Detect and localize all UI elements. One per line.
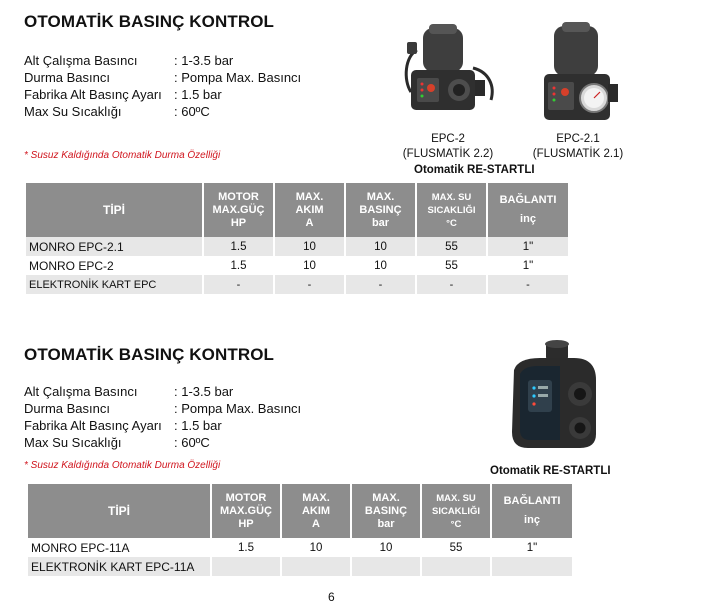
cell-hp: 1.5 — [204, 237, 273, 256]
header-line: MAX.GÜÇ — [220, 504, 272, 517]
spec-label: Alt Çalışma Basıncı — [24, 53, 138, 68]
header-line: SICAKLIĞI — [427, 204, 476, 216]
header-line: °C — [446, 217, 457, 229]
cell-a: 10 — [309, 541, 323, 554]
section2-note: * Susuz Kaldığında Otomatik Durma Özelliği — [24, 460, 221, 471]
spec-label: Fabrika Alt Basınç Ayarı — [24, 418, 162, 433]
header-tipi: TİPİ — [26, 183, 202, 237]
header-basinc — [352, 484, 420, 538]
spec-value: : 1-3.5 bar — [174, 53, 234, 68]
spec-value: : 1-3.5 bar — [174, 384, 234, 399]
header-line: HP — [230, 216, 247, 229]
header-akim — [275, 183, 344, 237]
cell-name: ELEKTRONİK KART EPC-11A — [28, 557, 210, 576]
spec-row — [24, 52, 301, 69]
section1-spec-table — [24, 183, 570, 294]
cell-hp: 1.5 — [230, 259, 247, 272]
spec-value: : Pompa Max. Basıncı — [174, 70, 302, 85]
table-row — [26, 237, 568, 256]
section1-note: * Susuz Kaldığında Otomatik Durma Özelliği — [24, 150, 221, 161]
spec-row — [24, 434, 301, 451]
section2-spec-table — [26, 484, 574, 576]
cell-name: MONRO EPC-2.1 — [26, 237, 202, 256]
cell-name: MONRO EPC-11A — [31, 540, 130, 555]
page-number: 6 — [328, 590, 335, 604]
section2-title: OTOMATİK BASINÇ KONTROL — [24, 345, 275, 364]
table-row — [28, 557, 572, 576]
epc2-caption — [392, 132, 504, 162]
header-tipi: TİPİ — [28, 484, 210, 538]
header-sicaklik — [422, 484, 490, 538]
header-line: A — [305, 216, 314, 229]
spec-value: : Pompa Max. Basıncı — [174, 401, 302, 416]
spec-row — [24, 383, 301, 400]
cell-c: 55 — [417, 237, 486, 256]
header-sicaklik — [417, 183, 486, 237]
cell-inc — [492, 557, 572, 576]
spec-row — [24, 103, 301, 120]
header-line: °C — [450, 518, 462, 530]
header-line: MOTOR — [225, 491, 267, 504]
header-line: AKIM — [301, 504, 331, 517]
epc2-model: EPC-2 — [431, 133, 465, 145]
cell-hp: - — [204, 275, 273, 294]
spec-value: : 60ºC — [174, 104, 210, 119]
header-line: A — [312, 517, 320, 530]
spec-value: : 1.5 bar — [174, 87, 222, 102]
spec-label: Durma Basıncı — [24, 401, 110, 416]
cell-inc: 1" — [526, 541, 538, 554]
cell-bar: 10 — [374, 259, 387, 272]
header-line: MAX. — [366, 190, 395, 203]
cell-bar: 10 — [379, 541, 393, 554]
cell-bar — [352, 557, 420, 576]
section1-restart-label: Otomatik RE-STARTLI — [414, 164, 535, 176]
header-basinc — [346, 183, 415, 237]
spec-value: : 1.5 bar — [174, 418, 222, 433]
header-motor — [212, 484, 280, 538]
epc21-product-image — [540, 20, 622, 128]
table-row — [26, 275, 568, 294]
spec-row — [24, 400, 301, 417]
cell-a: 10 — [275, 237, 344, 256]
header-line: MOTOR — [218, 190, 259, 203]
cell-inc: - — [488, 275, 568, 294]
epc11a-product-image — [500, 336, 606, 458]
table-row — [28, 538, 572, 557]
cell-c: 55 — [445, 259, 458, 272]
header-line: MAX.GÜÇ — [212, 203, 265, 216]
spec-row — [24, 86, 301, 103]
section1-title: OTOMATİK BASINÇ KONTROL — [24, 12, 275, 31]
header-line: BAĞLANTI — [503, 495, 561, 507]
cell-c: 55 — [449, 541, 463, 554]
cell-hp — [212, 557, 280, 576]
table-header-row — [26, 183, 568, 237]
cell-inc: 1" — [522, 259, 534, 272]
header-line: MAX. SU — [431, 191, 472, 203]
header-line: BASINÇ — [364, 504, 408, 517]
section2-restart-label: Otomatik RE-STARTLI — [490, 465, 611, 477]
epc2-product-image — [395, 20, 505, 128]
cell-name: MONRO EPC-2 — [29, 258, 114, 273]
header-akim — [282, 484, 350, 538]
cell-bar: 10 — [346, 237, 415, 256]
header-line: MAX. — [302, 491, 330, 504]
spec-label: Max Su Sıcaklığı — [24, 104, 122, 119]
cell-c — [422, 557, 490, 576]
header-baglanti — [492, 484, 572, 538]
header-line: AKIM — [295, 203, 324, 216]
spec-label: Durma Basıncı — [24, 70, 110, 85]
header-line: BAĞLANTI — [499, 194, 557, 206]
spec-value: : 60ºC — [174, 435, 210, 450]
cell-inc: 1" — [488, 237, 568, 256]
epc2-sub: (FLUSMATİK 2.2) — [402, 148, 494, 160]
spec-label: Alt Çalışma Basıncı — [24, 384, 138, 399]
header-motor — [204, 183, 273, 237]
spec-label: Max Su Sıcaklığı — [24, 435, 122, 450]
header-line: bar — [377, 517, 395, 530]
section1-spec-list — [24, 52, 301, 120]
epc21-caption — [522, 132, 634, 162]
table-header-row — [28, 484, 572, 538]
header-baglanti — [488, 183, 568, 237]
header-line: HP — [238, 517, 254, 530]
cell-hp: 1.5 — [238, 541, 254, 554]
cell-a: - — [275, 275, 344, 294]
cell-bar: - — [346, 275, 415, 294]
cell-a: 10 — [303, 259, 316, 272]
header-line: bar — [371, 216, 390, 229]
table-row — [26, 256, 568, 275]
header-line: inç — [524, 514, 540, 526]
epc21-sub: (FLUSMATİK 2.1) — [532, 148, 624, 160]
header-line: inç — [520, 213, 536, 225]
section2-spec-list — [24, 383, 301, 451]
header-line: MAX. — [372, 491, 400, 504]
cell-name: ELEKTRONİK KART EPC — [26, 275, 202, 294]
header-line: BASINÇ — [359, 203, 402, 216]
spec-row — [24, 69, 301, 86]
header-line: MAX. — [295, 190, 324, 203]
header-line: MAX. SU — [436, 492, 476, 504]
cell-a — [282, 557, 350, 576]
epc21-model: EPC-2.1 — [556, 133, 600, 145]
spec-label: Fabrika Alt Basınç Ayarı — [24, 87, 162, 102]
cell-c: - — [417, 275, 486, 294]
header-line: SICAKLIĞI — [431, 505, 481, 517]
spec-row — [24, 417, 301, 434]
